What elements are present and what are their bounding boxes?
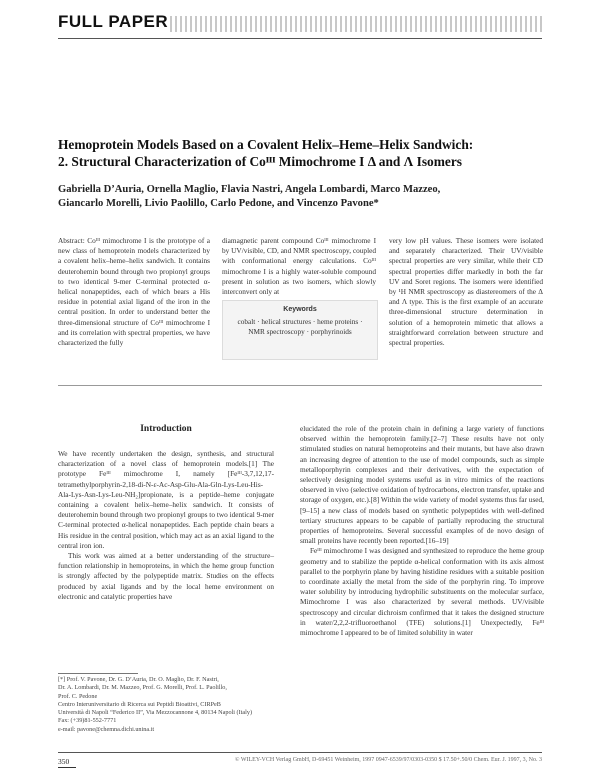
footnote-line: Dr. A. Lombardi, Dr. M. Mazzeo, Prof. G. Morelli, Prof. L. Paolillo, [58,684,227,692]
header-decorative-pattern [170,16,542,32]
authors-line-1: Gabriella D’Auria, Ornella Maglio, Flavia Nastri, Angela Lombardi, Marco Mazzeo, [58,184,441,195]
intro-paragraph-3: elucidated the role of the protein chain in defining a large variety of functions observed within the hemoprotein family.[2–7] These results have not only stimulated studies on natural hemoproteins and their mutants, but have also drawn an increasing degree of attention to the use of model compounds, such as simple metalloporphyrin complexes and their derivatives, with the expectation of selectively designing model systems useful as in vitro mimics of the reactions observed in vivo (selective oxidation of hydrocarbons, electron transfer, uptake and storage of oxygen, etc.).[8] Within the wide variety of model systems thus far used,[9–15] a new class of models based on synthetic polypeptides with well-defined tertiary structures appears to be capable of partially reproducing the structural properties of hemoproteins. Several successful examples of de novo design of small proteins have recently been reported.[16–19] [300,424,544,546]
abstract-column-2 [222,236,376,297]
introduction-heading: Introduction [140,424,192,434]
footer-citation: © WILEY-VCH Verlag GmbH, D-69451 Weinheim, 1997 0947-6539/97/0303-0350 $ 17.50+.50/0 Chem. Eur. J. 1997, 3, No. 3 [234,757,542,763]
abstract-text-part-3: very low pH values. These isomers were isolated and separately characterized. Their UV/visible spectral properties are very similar, while their CD spectral properties differ markedly in both the far UV and Soret regions. The isomers were identified by ¹H NMR spectroscopy as diastereomers of the Δ and Λ type. This is the first example of an accurate three-dimensional structure determination in solution of a hemoprotein mimetic that allows a straightforward correlation between structure and spectral properties. [389,236,543,348]
footer-divider [58,752,542,753]
page-number: 350 [58,757,70,766]
footnote-line: Prof. C. Pedone [58,692,98,700]
body-column-left [58,449,274,602]
body-column-right [300,424,544,638]
journal-section-label: FULL PAPER [58,12,169,31]
abstract-text-part-1: Abstract: Coᴵᴵᴵ mimochrome I is the prototype of a new class of hemoprotein models characterized by a covalent helix–heme–helix sandwich. It contains deuterohemin bound through two propionyl groups to two identical 9-mer C-terminal protected α-helical nonapeptides, each of which bears a His residue in potential axial ligand of the iron in the central position. In order to understand better the three-dimensional structure of Coᴵᴵᴵ mimochrome I and its correlation with spectral properties, we have characterized the fully [58,236,210,348]
intro-paragraph-2: This work was aimed at a better understanding of the structure–function relationship in hemoproteins, in which the heme group function is strongly affected by the polypeptide matrix. Studies on the effects produced by axial ligands and by the local heme environment on electronic and catalytic properties have [58,551,274,601]
abstract-column-1 [58,236,210,348]
footnote-line: [*] Prof. V. Pavone, Dr. G. D’Auria, Dr. O. Maglio, Dr. F. Nastri, [58,676,219,683]
keywords-list: cobalt · helical structures · heme proteins · NMR spectroscopy · porphyrinoids [237,317,363,337]
intro-paragraph-4: Feᴵᴵᴵ mimochrome I was designed and synthesized to reproduce the heme group geometry and to stabilize the peptide α-helical conformation with its axis almost parallel to the porphyrin plane by having histidine residues with a suitable position to coordinate axially the metal from the side of the porphyrin ring. To improve water solubility by introducing hydrophilic substituents on the molecular surface, Mimochrome I was also characterized by several methods. UV/visible spectroscopy and circular dichroism confirmed that it takes the designed structure in water/2,2,2-trifluoroethanol (TFE) solutions.[1] Unexpectedly, Feᴵᴵᴵ mimochrome I appeared to be of limited solubility in water [300,546,544,638]
title-line-1: Hemoprotein Models Based on a Covalent Helix–Heme–Helix Sandwich: [58,137,474,152]
header-divider [58,38,542,39]
keywords-title: Keywords [283,306,317,313]
authors-line-2: Giancarlo Morelli, Livio Paolillo, Carlo Pedone, and Vincenzo Pavone* [58,198,379,209]
abstract-column-3 [389,236,543,348]
footnote-line: Fax: (+39)81-552-7771 [58,717,117,725]
footnote-divider [58,673,138,674]
intro-paragraph-1: We have recently undertaken the design, synthesis, and structural characterization of a novel class of hemoprotein models.[1] The prototype Feᴵᴵᴵ mimochrome I, namely [Feᴵᴵᴵ-3,7,12,17-tetramethylporphyrin-2,18-di-N-ε-Ac-Asp-Glu-Ala-Gln-Lys-Leu-His-Ala-Lys-Asn-Lys-Leu-NH₂]propionate, is a peptide–heme conjugate containing a covalent helix–heme–helix sandwich. It consists of deuterohemin bound through two propionyl groups to two identical 9-mer C-terminal protected α-helical nonapeptides. Each peptide chain bears a His residue in the central position, which may act as an axial ligand to the central iron ion. [58,449,274,550]
footnote-line: Centro Interuniversitario di Ricerca sui Peptidi Bioattivi, CIRPeB [58,700,221,708]
title-line-2: 2. Structural Characterization of Coᴵᴵᴵ Mimochrome I Δ and Λ Isomers [58,154,463,169]
keywords-box [222,300,378,360]
section-divider [58,385,542,386]
abstract-text-part-2: diamagnetic parent compound Coᴵᴵᴵ mimochrome I by UV/visible, CD, and NMR spectroscopy, coupled with conformational energy calculations. Coᴵᴵᴵ mimochrome I is a highly water-soluble compound present in solution as two isomers, which slowly interconvert only at [222,236,376,297]
article-title [58,136,548,170]
author-list [58,183,548,211]
author-affiliation-footnote [58,676,274,734]
footnote-line: Università di Napoli “Federico II”, Via Mezzocannone 4, 80134 Napoli (Italy) [58,709,253,717]
footnote-email: e-mail: pavone@chemna.dichi.unina.it [58,725,155,733]
